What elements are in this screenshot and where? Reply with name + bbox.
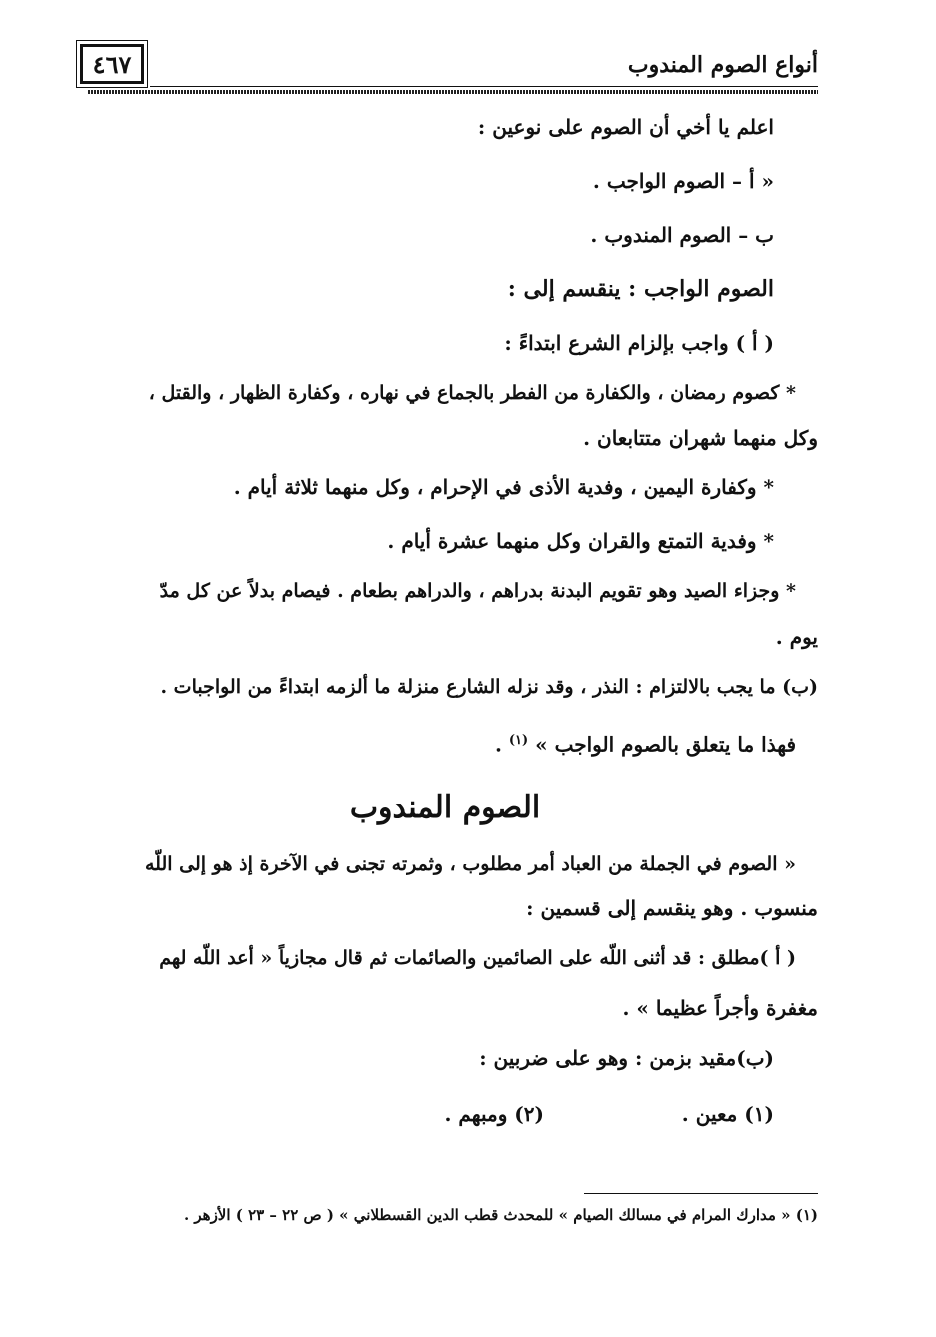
text-line: يوم . <box>775 625 818 649</box>
header-ornament-rule <box>88 90 818 94</box>
text-line: * وكفارة اليمين ، وفدية الأذى في الإحرام ، وكل منهما ثلاثة أيام . <box>233 475 774 499</box>
list-row <box>72 1086 818 1142</box>
footnote: (١) « مدارك المرام في مسالك الصيام » للمحدث قطب الدين القسطلاني » ( ص ٢٢ – ٢٣ ) الأزهر . <box>183 1206 818 1224</box>
text-line: الصوم الواجب : ينقسم إلى : <box>507 276 774 302</box>
text-line: اعلم يا أخي أن الصوم على نوعين : <box>477 115 774 139</box>
text-line: مغفرة وأجراً عظيما » . <box>622 995 818 1020</box>
text-line: منسوب . وهو ينقسم إلى قسمين : <box>526 895 818 920</box>
running-title: أنواع الصوم المندوب <box>627 52 818 78</box>
page-number-frame <box>80 44 144 84</box>
text-segment: فهذا ما يتعلق بالصوم الواجب » <box>535 732 796 757</box>
text-line: ( أ )مطلق : قد أثنى اللّه على الصائمين والصائمات ثم قال مجازياً « أعد اللّه لهم <box>159 946 796 969</box>
text-line: * وفدية التمتع والقران وكل منهما عشرة أيام . <box>387 529 774 553</box>
text-line <box>72 714 818 772</box>
header-rule <box>150 86 818 87</box>
text-line: « الصوم في الجملة من العباد أمر مطلوب ، وثمرته تجنى في الآخرة إذ هو إلى اللّه <box>144 852 796 875</box>
list-item: (٢) ومبهم . <box>444 1101 544 1126</box>
page-number: ٤٦٧ <box>92 49 132 79</box>
list-item: (١) معين . <box>681 1101 774 1126</box>
footnote-rule <box>584 1193 818 1194</box>
text-line: (ب)مقيد بزمن : وهو على ضربين : <box>479 1045 774 1070</box>
text-line: ب – الصوم المندوب . <box>590 223 774 247</box>
section-title: الصوم المندوب <box>349 789 541 825</box>
text-line: * كصوم رمضان ، والكفارة من الفطر بالجماع في نهاره ، وكفارة الظهار ، والقتل ، <box>148 382 796 404</box>
text-line: وكل منهما شهران متتابعان . <box>583 426 818 450</box>
main-text <box>72 100 818 1142</box>
text-line: « أ – الصوم الواجب . <box>592 169 774 193</box>
text-line: * وجزاء الصيد وهو تقويم البدنة بدراهم ، والدراهم بطعام . فيصام بدلاً عن كل مدّ <box>159 580 796 602</box>
text-line: ( أ ) واجب بإلزام الشرع ابتداءً : <box>504 331 774 355</box>
text-line: (ب) ما يجب بالالتزام : النذر ، وقد نزله الشارع منزلة ما ألزمه ابتداءً من الواجبات . <box>160 676 818 698</box>
footnote-marker: (١) <box>508 733 529 748</box>
text-segment: . <box>494 732 502 757</box>
